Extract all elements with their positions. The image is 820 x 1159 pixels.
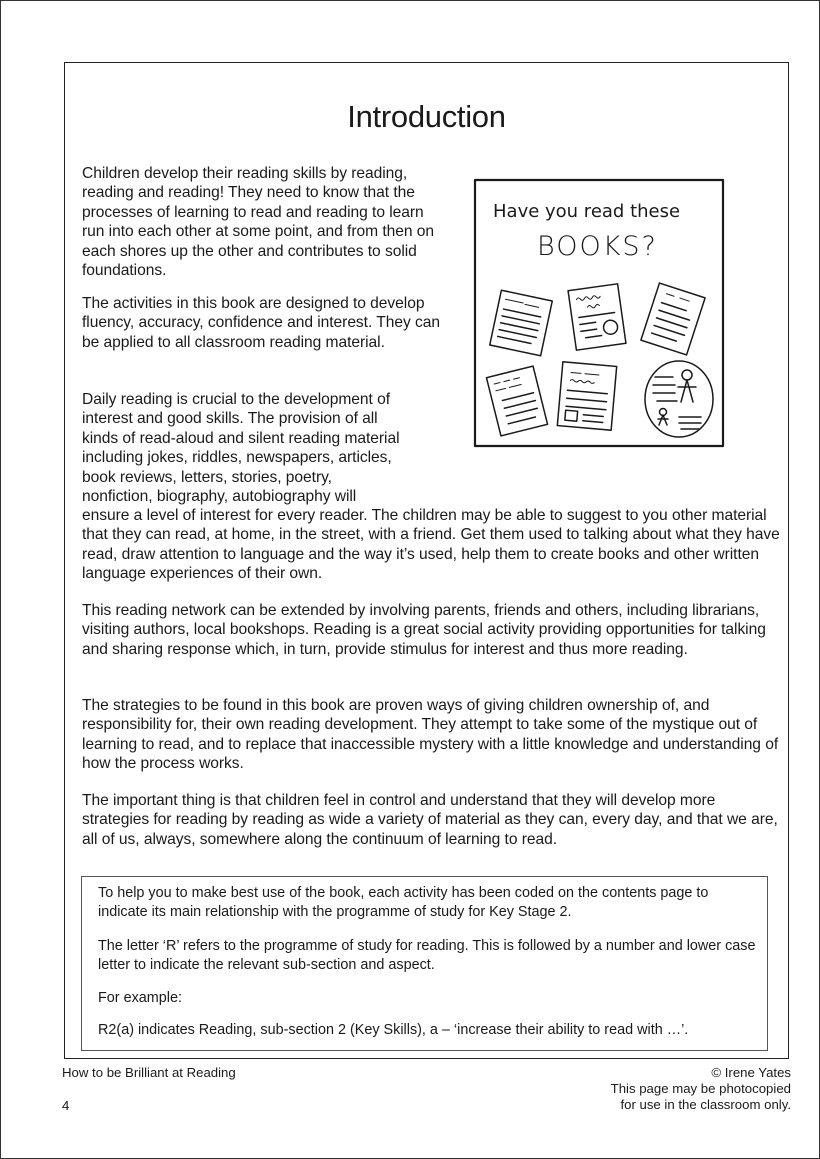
paragraph-activities	[82, 294, 442, 352]
article-icon	[641, 283, 705, 355]
story-page-icon	[557, 362, 616, 430]
page-title: Introduction	[347, 98, 506, 134]
footer-page-number: 4	[62, 1098, 70, 1113]
paragraph-daily-reading-continued	[82, 506, 782, 584]
paragraph-daily-reading	[82, 390, 442, 506]
paragraph-text: Children develop their reading skills by reading, reading and reading! They need to know that the processes of learning to read and reading to learn run into each other at some point, and from then on each shores up the other and contributes to solid foundations.	[82, 165, 434, 280]
poster-heading: Have you read these	[493, 201, 681, 222]
poster-books-label: BOOKS?	[537, 231, 658, 262]
poetry-circle-icon	[645, 361, 713, 437]
footer-notice: This page may be photocopied	[610, 1081, 791, 1096]
letter-icon	[568, 284, 626, 350]
footer-notice: for use in the classroom only.	[620, 1097, 791, 1112]
review-icon	[486, 366, 547, 436]
text-line: Daily reading is crucial to the development of	[82, 391, 391, 408]
newspaper-icon	[490, 290, 553, 356]
text-line: interest and good skills. The provision of all	[82, 410, 378, 428]
text-line: including jokes, riddles, newspapers, articles,	[82, 449, 392, 467]
footer-book-title: How to be Brilliant at Reading	[62, 1065, 236, 1080]
paragraph-important-thing	[82, 791, 782, 849]
paragraph-text: This reading network can be extended by involving parents, friends and others, including librarians, visiting authors, local bookshops. Reading is a great social activity providing opportunities for talking and sharing response which, in turn, provide stimulus for interest and thus more reading.	[82, 602, 766, 658]
info-box-text: To help you to make best use of the book, each activity has been coded on the contents page to indicate its main relationship with the programme of study for Key Stage 2.	[98, 885, 709, 920]
paragraph-strategies	[82, 696, 782, 774]
footer-copyright-block	[611, 1065, 791, 1113]
paragraph-text: The strategies to be found in this book are proven ways of giving children ownership of, and responsibility for, their own reading development. They attempt to take some of the mystique out of learning to read, and to replace that inaccessible mystery with a little knowledge and understanding of how the process works.	[82, 697, 779, 773]
text-line: nonfiction, biography, autobiography will	[82, 488, 357, 506]
paragraph-intro	[82, 164, 442, 280]
info-box-text: The letter ‘R’ refers to the programme of study for reading. This is followed by a number and lower case letter to indicate the relevant sub-section and aspect.	[98, 938, 756, 973]
text-line: kinds of read-aloud and silent reading material	[82, 429, 400, 447]
footer-copyright: © Irene Yates	[711, 1065, 791, 1080]
paragraph-text: The important thing is that children feel in control and understand that they will develop more strategies for reading by reading as wide a variety of material as they can, every day, and that we are, all of us, always, somewhere along the continuum of learning to read.	[82, 792, 778, 848]
paragraph-text: The activities in this book are designed to develop fluency, accuracy, confidence and interest. They can be applied to all classroom reading material.	[82, 295, 440, 351]
books-poster-illustration	[473, 177, 725, 448]
paragraph-text: ensure a level of interest for every reader. The children may be able to suggest to you other material that they can read, at home, in the street, with a friend. Get them used to talking about what they have read, draw attention to language and the way it’s used, help them to create books and other written language experiences of their own.	[82, 507, 780, 583]
paragraph-network	[82, 601, 782, 659]
info-box-example: R2(a) indicates Reading, sub-section 2 (Key Skills), a – ‘increase their ability to read with …’.	[98, 1022, 689, 1038]
text-line: book reviews, letters, stories, poetry,	[82, 468, 332, 486]
info-box-text: For example:	[98, 990, 182, 1006]
